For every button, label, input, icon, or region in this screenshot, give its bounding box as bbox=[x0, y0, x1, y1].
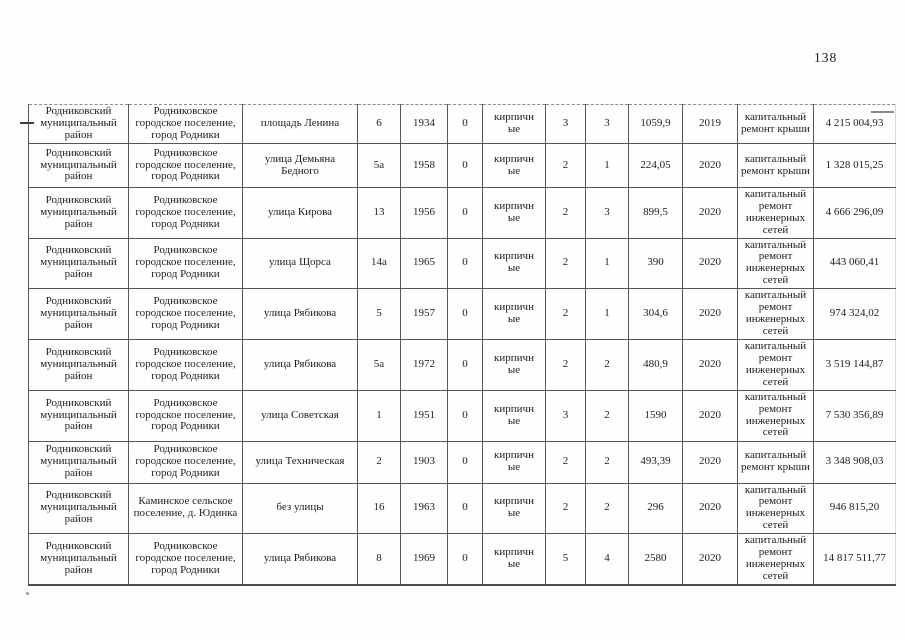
cell-year-reconstruction: 0 bbox=[448, 340, 483, 391]
cell-year-built: 1972 bbox=[401, 340, 448, 391]
cell-repair-year: 2020 bbox=[683, 340, 738, 391]
cell-repair-type: капитальный ремонт крыши bbox=[738, 105, 814, 144]
cell-street: улица Рябикова bbox=[243, 340, 358, 391]
cell-floors: 2 bbox=[546, 289, 586, 340]
cell-street: улица Демьяна Бедного bbox=[243, 144, 358, 188]
table-body bbox=[29, 105, 896, 585]
cell-wall-material: кирпичные bbox=[483, 441, 546, 483]
cell-floors: 2 bbox=[546, 340, 586, 391]
cell-house-number: 13 bbox=[358, 188, 401, 239]
cell-repair-year: 2020 bbox=[683, 289, 738, 340]
cell-repair-cost: 946 815,20 bbox=[814, 483, 896, 534]
cell-year-reconstruction: 0 bbox=[448, 289, 483, 340]
cell-wall-material: кирпичные bbox=[483, 483, 546, 534]
cell-house-number: 6 bbox=[358, 105, 401, 144]
cell-wall-material: кирпичные bbox=[483, 188, 546, 239]
cell-entrances: 2 bbox=[586, 483, 629, 534]
cell-repair-type: капитальный ремонт инженерных сетей bbox=[738, 238, 814, 289]
cell-wall-material: кирпичные bbox=[483, 144, 546, 188]
cell-wall-material: кирпичные bbox=[483, 289, 546, 340]
cell-repair-type: капитальный ремонт крыши bbox=[738, 144, 814, 188]
cell-repair-year: 2020 bbox=[683, 238, 738, 289]
table-row bbox=[29, 534, 896, 585]
cell-repair-type: капитальный ремонт инженерных сетей bbox=[738, 483, 814, 534]
cell-repair-type: капитальный ремонт инженерных сетей bbox=[738, 340, 814, 391]
cell-repair-type: капитальный ремонт инженерных сетей bbox=[738, 534, 814, 585]
cell-year-reconstruction: 0 bbox=[448, 483, 483, 534]
cell-settlement: Каминское сельское поселение, д. Юдинка bbox=[129, 483, 243, 534]
cell-wall-material: кирпичные bbox=[483, 340, 546, 391]
cell-year-built: 1934 bbox=[401, 105, 448, 144]
cell-repair-type: капитальный ремонт инженерных сетей bbox=[738, 289, 814, 340]
cell-district: Родниковский муниципальный район bbox=[29, 340, 129, 391]
cell-entrances: 1 bbox=[586, 289, 629, 340]
cell-repair-year: 2020 bbox=[683, 144, 738, 188]
table-row bbox=[29, 188, 896, 239]
cell-repair-year: 2020 bbox=[683, 390, 738, 441]
table-row bbox=[29, 144, 896, 188]
cell-street: улица Советская bbox=[243, 390, 358, 441]
cell-settlement: Родниковское городское поселение, город Родники bbox=[129, 105, 243, 144]
cell-area: 296 bbox=[629, 483, 683, 534]
cell-repair-type: капитальный ремонт инженерных сетей bbox=[738, 188, 814, 239]
cell-settlement: Родниковское городское поселение, город Родники bbox=[129, 441, 243, 483]
cell-entrances: 4 bbox=[586, 534, 629, 585]
cell-floors: 2 bbox=[546, 238, 586, 289]
cell-area: 480,9 bbox=[629, 340, 683, 391]
table-row bbox=[29, 340, 896, 391]
cell-settlement: Родниковское городское поселение, город Родники bbox=[129, 289, 243, 340]
cell-house-number: 2 bbox=[358, 441, 401, 483]
table-row bbox=[29, 441, 896, 483]
cell-year-built: 1965 bbox=[401, 238, 448, 289]
cell-street: площадь Ленина bbox=[243, 105, 358, 144]
table-row bbox=[29, 105, 896, 144]
cell-district: Родниковский муниципальный район bbox=[29, 441, 129, 483]
cell-repair-cost: 3 519 144,87 bbox=[814, 340, 896, 391]
cell-district: Родниковский муниципальный район bbox=[29, 188, 129, 239]
table-row bbox=[29, 390, 896, 441]
cell-entrances: 3 bbox=[586, 105, 629, 144]
cell-settlement: Родниковское городское поселение, город Родники bbox=[129, 238, 243, 289]
cell-entrances: 3 bbox=[586, 188, 629, 239]
cell-street: улица Кирова bbox=[243, 188, 358, 239]
cell-settlement: Родниковское городское поселение, город Родники bbox=[129, 534, 243, 585]
cell-wall-material: кирпичные bbox=[483, 390, 546, 441]
cell-floors: 3 bbox=[546, 105, 586, 144]
cell-house-number: 8 bbox=[358, 534, 401, 585]
cell-repair-cost: 4 666 296,09 bbox=[814, 188, 896, 239]
cell-district: Родниковский муниципальный район bbox=[29, 144, 129, 188]
page-number: 138 bbox=[814, 50, 838, 65]
cell-repair-cost: 4 215 004,93 bbox=[814, 105, 896, 144]
cell-area: 390 bbox=[629, 238, 683, 289]
cell-year-reconstruction: 0 bbox=[448, 238, 483, 289]
cell-repair-year: 2020 bbox=[683, 534, 738, 585]
cell-house-number: 5а bbox=[358, 144, 401, 188]
cell-district: Родниковский муниципальный район bbox=[29, 105, 129, 144]
cell-settlement: Родниковское городское поселение, город Родники bbox=[129, 144, 243, 188]
cell-area: 1590 bbox=[629, 390, 683, 441]
cell-house-number: 14а bbox=[358, 238, 401, 289]
buildings-table bbox=[28, 104, 896, 586]
cell-year-reconstruction: 0 bbox=[448, 188, 483, 239]
cell-wall-material: кирпичные bbox=[483, 534, 546, 585]
cell-repair-type: капитальный ремонт инженерных сетей bbox=[738, 390, 814, 441]
cell-area: 1059,9 bbox=[629, 105, 683, 144]
cell-year-built: 1903 bbox=[401, 441, 448, 483]
cell-year-built: 1956 bbox=[401, 188, 448, 239]
cell-repair-cost: 14 817 511,77 bbox=[814, 534, 896, 585]
scan-dash-artifact bbox=[871, 111, 894, 113]
cell-year-reconstruction: 0 bbox=[448, 390, 483, 441]
cell-repair-year: 2020 bbox=[683, 483, 738, 534]
cell-district: Родниковский муниципальный район bbox=[29, 238, 129, 289]
cell-year-built: 1957 bbox=[401, 289, 448, 340]
cell-settlement: Родниковское городское поселение, город Родники bbox=[129, 390, 243, 441]
table-row bbox=[29, 238, 896, 289]
cell-house-number: 16 bbox=[358, 483, 401, 534]
cell-area: 899,5 bbox=[629, 188, 683, 239]
cell-street: улица Щорса bbox=[243, 238, 358, 289]
cell-house-number: 1 bbox=[358, 390, 401, 441]
cell-street: улица Рябикова bbox=[243, 534, 358, 585]
cell-entrances: 2 bbox=[586, 340, 629, 391]
cell-district: Родниковский муниципальный район bbox=[29, 534, 129, 585]
cell-entrances: 2 bbox=[586, 441, 629, 483]
cell-district: Родниковский муниципальный район bbox=[29, 390, 129, 441]
cell-repair-cost: 3 348 908,03 bbox=[814, 441, 896, 483]
cell-repair-cost: 974 324,02 bbox=[814, 289, 896, 340]
cell-area: 2580 bbox=[629, 534, 683, 585]
cell-year-built: 1951 bbox=[401, 390, 448, 441]
cell-area: 304,6 bbox=[629, 289, 683, 340]
cell-repair-year: 2020 bbox=[683, 441, 738, 483]
cell-year-reconstruction: 0 bbox=[448, 105, 483, 144]
cell-repair-cost: 443 060,41 bbox=[814, 238, 896, 289]
cell-wall-material: кирпичные bbox=[483, 238, 546, 289]
cell-floors: 2 bbox=[546, 144, 586, 188]
cell-street: без улицы bbox=[243, 483, 358, 534]
cell-house-number: 5а bbox=[358, 340, 401, 391]
cell-repair-cost: 1 328 015,25 bbox=[814, 144, 896, 188]
cell-year-reconstruction: 0 bbox=[448, 144, 483, 188]
cell-floors: 2 bbox=[546, 188, 586, 239]
cell-entrances: 2 bbox=[586, 390, 629, 441]
table-row bbox=[29, 289, 896, 340]
cell-street: улица Рябикова bbox=[243, 289, 358, 340]
cell-district: Родниковский муниципальный район bbox=[29, 289, 129, 340]
cell-floors: 3 bbox=[546, 390, 586, 441]
cell-entrances: 1 bbox=[586, 144, 629, 188]
cell-floors: 2 bbox=[546, 483, 586, 534]
cell-area: 493,39 bbox=[629, 441, 683, 483]
cell-repair-year: 2020 bbox=[683, 188, 738, 239]
cell-district: Родниковский муниципальный район bbox=[29, 483, 129, 534]
cell-wall-material: кирпичные bbox=[483, 105, 546, 144]
cell-year-reconstruction: 0 bbox=[448, 441, 483, 483]
cell-settlement: Родниковское городское поселение, город Родники bbox=[129, 340, 243, 391]
cell-entrances: 1 bbox=[586, 238, 629, 289]
cell-year-built: 1963 bbox=[401, 483, 448, 534]
cell-year-built: 1969 bbox=[401, 534, 448, 585]
cell-repair-year: 2019 bbox=[683, 105, 738, 144]
cell-street: улица Техническая bbox=[243, 441, 358, 483]
cell-house-number: 5 bbox=[358, 289, 401, 340]
cell-repair-type: капитальный ремонт крыши bbox=[738, 441, 814, 483]
scan-dot-artifact bbox=[26, 592, 29, 595]
table-row bbox=[29, 483, 896, 534]
cell-year-reconstruction: 0 bbox=[448, 534, 483, 585]
cell-floors: 5 bbox=[546, 534, 586, 585]
cell-year-built: 1958 bbox=[401, 144, 448, 188]
cell-area: 224,05 bbox=[629, 144, 683, 188]
cell-floors: 2 bbox=[546, 441, 586, 483]
scan-dash-artifact bbox=[20, 122, 34, 124]
cell-repair-cost: 7 530 356,89 bbox=[814, 390, 896, 441]
cell-settlement: Родниковское городское поселение, город Родники bbox=[129, 188, 243, 239]
